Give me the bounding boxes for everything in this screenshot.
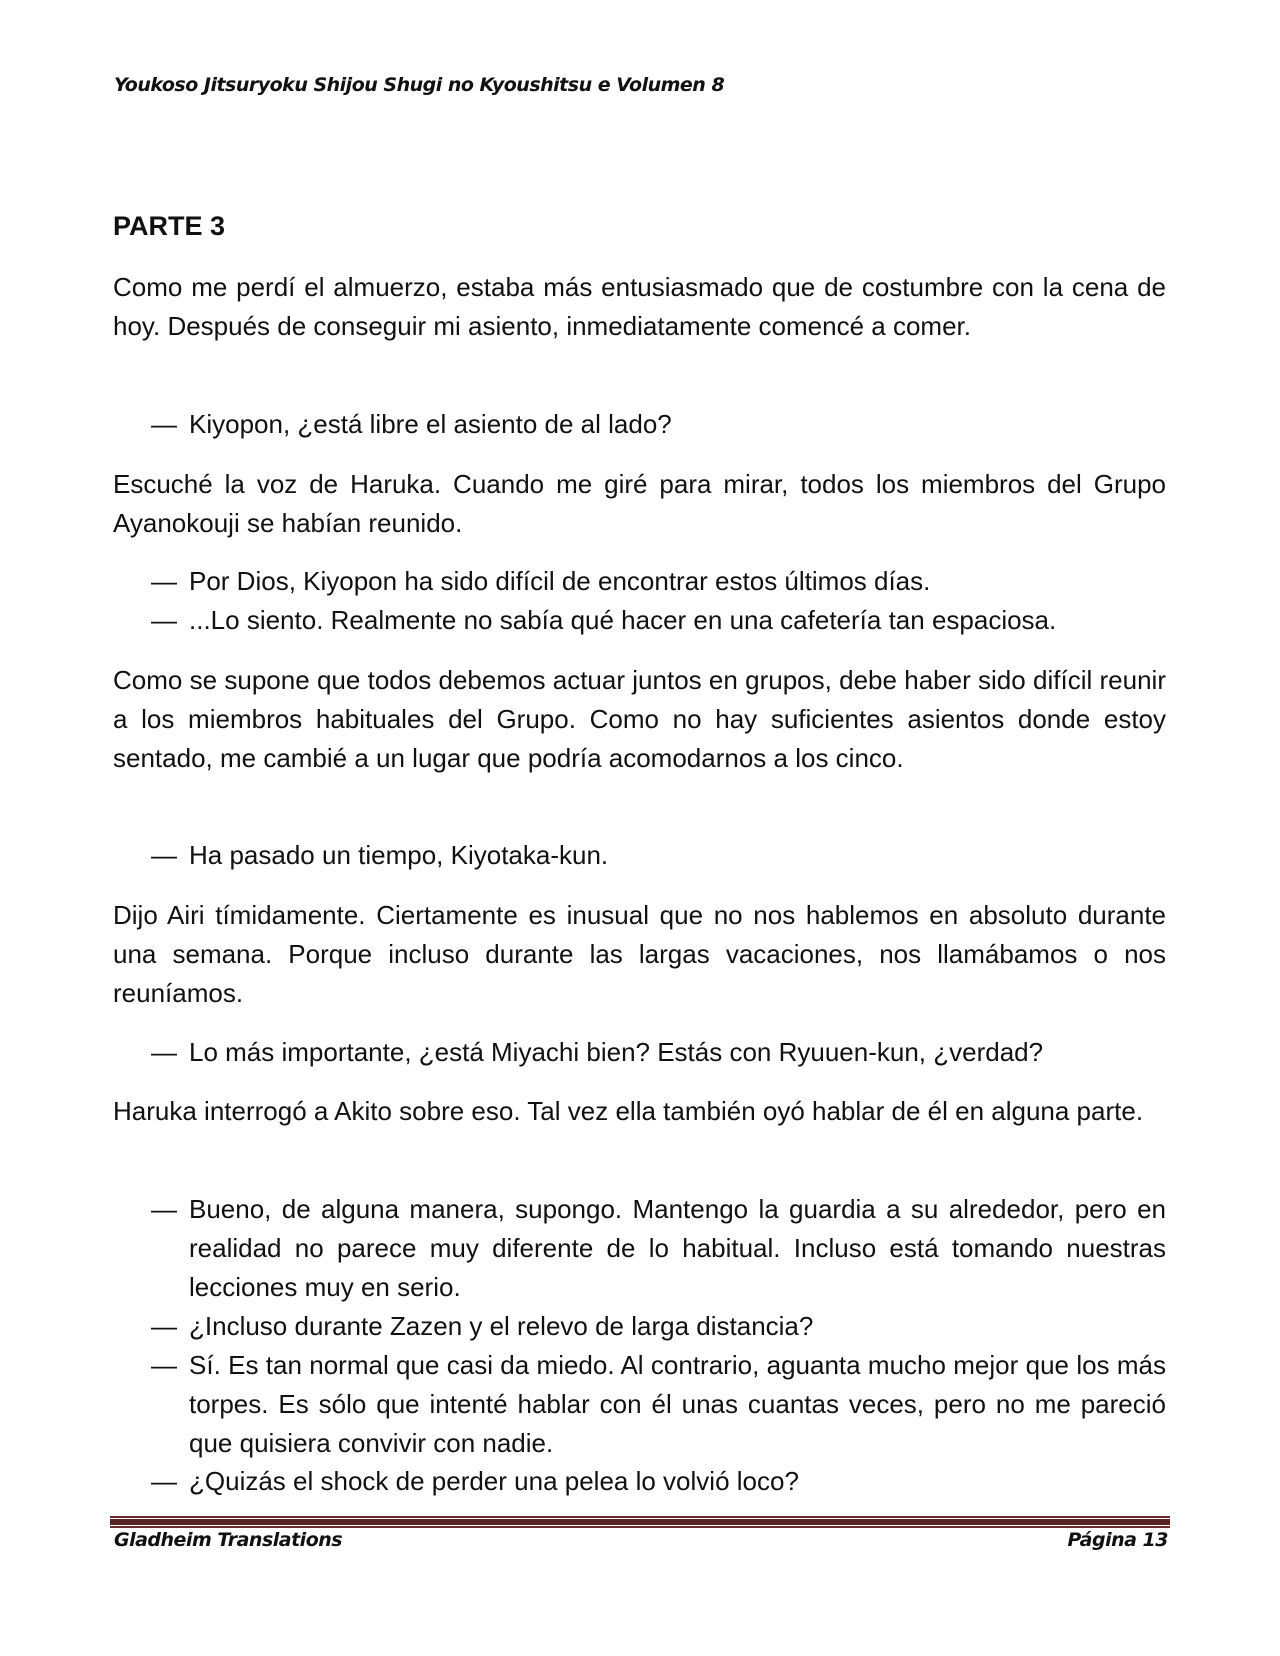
footer-rule <box>110 1516 1170 1518</box>
dialogue-line <box>151 601 1166 640</box>
dialogue-line <box>151 1033 1166 1072</box>
dash: — <box>151 409 177 439</box>
dialogue-text: Kiyopon, ¿está libre el asiento de al lado? <box>189 409 672 439</box>
dialogue-line <box>151 836 1166 875</box>
paragraph: Dijo Airi tímidamente. Ciertamente es inusual que no nos hablemos en absoluto durante una semana. Porque incluso durante las largas vacaciones, nos llamábamos o nos reuníamos. <box>113 900 1166 1008</box>
paragraph: Como se supone que todos debemos actuar juntos en grupos, debe haber sido difícil reunir a los miembros habituales del Grupo. Como no hay suficientes asientos donde estoy sentado, me cambié a un lugar que podría acomodarnos a los cinco. <box>113 665 1166 773</box>
paragraph: Como me perdí el almuerzo, estaba más entusiasmado que de costumbre con la cena de hoy. Después de conseguir mi asiento, inmediatamente comencé a comer. <box>113 272 1166 341</box>
dialogue-text: Por Dios, Kiyopon ha sido difícil de encontrar estos últimos días. <box>189 566 931 596</box>
dash: — <box>151 1350 177 1380</box>
dash: — <box>151 605 177 635</box>
dash: — <box>151 840 177 870</box>
running-header: Youkoso Jitsuryoku Shijou Shugi no Kyoushitsu e Volumen 8 <box>114 74 725 96</box>
dialogue-text: ¿Quizás el shock de perder una pelea lo volvió loco? <box>189 1466 799 1496</box>
dash: — <box>151 1311 177 1341</box>
dialogue-text: Bueno, de alguna manera, supongo. Mantengo la guardia a su alrededor, pero en realidad no parece muy diferente de lo habitual. Incluso está tomando nuestras lecciones muy en serio. <box>189 1194 1166 1302</box>
dialogue-line <box>151 1462 1166 1501</box>
footer-rule <box>110 1526 1170 1528</box>
dialogue-line <box>151 1346 1166 1463</box>
dialogue-text: ¿Incluso durante Zazen y el relevo de larga distancia? <box>189 1311 814 1341</box>
dialogue-text: Lo más importante, ¿está Miyachi bien? Estás con Ryuuen-kun, ¿verdad? <box>189 1037 1044 1067</box>
dialogue-line <box>151 1307 1166 1346</box>
dialogue-text: ...Lo siento. Realmente no sabía qué hacer en una cafetería tan espaciosa. <box>189 605 1057 635</box>
dialogue-text: Sí. Es tan normal que casi da miedo. Al contrario, aguanta mucho mejor que los más torpes. Es sólo que intenté hablar con él unas cuantas veces, pero no me pareció que quisiera convivir con nadie. <box>189 1350 1166 1458</box>
dialogue-line <box>151 1190 1166 1307</box>
dash: — <box>151 1194 177 1224</box>
paragraph: Escuché la voz de Haruka. Cuando me giré para mirar, todos los miembros del Grupo Ayanokouji se habían reunido. <box>113 469 1166 538</box>
section-title: PARTE 3 <box>113 211 226 241</box>
dialogue-line <box>151 405 1166 444</box>
footer-credit: Gladheim Translations <box>114 1529 343 1551</box>
dash: — <box>151 566 177 596</box>
dialogue-line <box>151 562 1166 601</box>
paragraph: Haruka interrogó a Akito sobre eso. Tal vez ella también oyó hablar de él en alguna parte. <box>113 1096 1144 1126</box>
page-number: Página 13 <box>1067 1529 1168 1551</box>
dash: — <box>151 1466 177 1496</box>
footer-rule <box>110 1519 1170 1525</box>
dash: — <box>151 1037 177 1067</box>
dialogue-text: Ha pasado un tiempo, Kiyotaka-kun. <box>189 840 609 870</box>
